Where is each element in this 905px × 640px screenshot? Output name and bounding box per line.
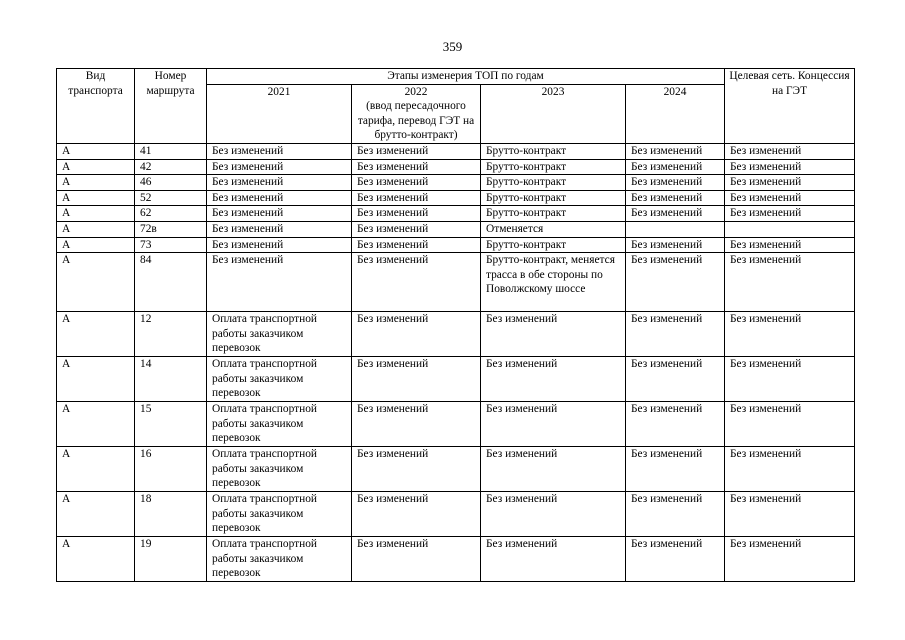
cell-2021: Без изменений: [207, 159, 352, 175]
cell-route-number: 72в: [135, 221, 207, 237]
cell-2023: Брутто-контракт: [481, 190, 626, 206]
cell-vehicle-type: А: [57, 206, 135, 222]
cell-2022: Без изменений: [352, 206, 481, 222]
cell-2021: Без изменений: [207, 143, 352, 159]
cell-vehicle-type: А: [57, 253, 135, 312]
header-stages: Этапы изменерия ТОП по годам: [207, 69, 725, 85]
cell-2024: Без изменений: [626, 190, 725, 206]
cell-2023: Брутто-контракт, меняется трасса в обе стороны по Поволжскому шоссе: [481, 253, 626, 312]
cell-route-number: 41: [135, 143, 207, 159]
cell-2024: Без изменений: [626, 253, 725, 312]
cell-vehicle-type: А: [57, 159, 135, 175]
page-number: 359: [442, 39, 463, 54]
cell-2021: Без изменений: [207, 190, 352, 206]
cell-2023: Отменяется: [481, 221, 626, 237]
cell-2022: Без изменений: [352, 402, 481, 447]
cell-2021: Без изменений: [207, 221, 352, 237]
cell-2021: Оплата транспортной работы заказчиком перевозок: [207, 312, 352, 357]
cell-2021: Без изменений: [207, 175, 352, 191]
cell-target: Без изменений: [725, 447, 855, 492]
cell-target: Без изменений: [725, 143, 855, 159]
header-year-2022: [352, 84, 481, 143]
cell-2022: Без изменений: [352, 159, 481, 175]
table-row: [57, 402, 855, 447]
cell-2024: Без изменений: [626, 175, 725, 191]
year-label: 2022: [404, 85, 428, 98]
cell-target: Без изменений: [725, 312, 855, 357]
table-row: [57, 159, 855, 175]
cell-route-number: 16: [135, 447, 207, 492]
cell-2024: Без изменений: [626, 206, 725, 222]
cell-2024: Без изменений: [626, 402, 725, 447]
cell-2024: Без изменений: [626, 237, 725, 253]
cell-target: Без изменений: [725, 253, 855, 312]
cell-2023: Без изменений: [481, 312, 626, 357]
cell-route-number: 18: [135, 492, 207, 537]
table-row: [57, 221, 855, 237]
cell-route-number: 42: [135, 159, 207, 175]
cell-2022: Без изменений: [352, 143, 481, 159]
table-row: [57, 492, 855, 537]
cell-vehicle-type: А: [57, 221, 135, 237]
cell-route-number: 15: [135, 402, 207, 447]
table-row: [57, 237, 855, 253]
cell-vehicle-type: А: [57, 175, 135, 191]
year-label: 2021: [267, 85, 291, 98]
cell-2023: Без изменений: [481, 402, 626, 447]
table-body: [57, 143, 855, 581]
cell-2021: Без изменений: [207, 237, 352, 253]
cell-vehicle-type: А: [57, 492, 135, 537]
cell-target: Без изменений: [725, 175, 855, 191]
cell-route-number: 84: [135, 253, 207, 312]
cell-2023: Брутто-контракт: [481, 206, 626, 222]
year-label: 2023: [541, 85, 565, 98]
cell-2022: Без изменений: [352, 190, 481, 206]
cell-2023: Брутто-контракт: [481, 237, 626, 253]
table-row: [57, 190, 855, 206]
cell-route-number: 52: [135, 190, 207, 206]
cell-2024: Без изменений: [626, 447, 725, 492]
cell-vehicle-type: А: [57, 402, 135, 447]
table-row: [57, 357, 855, 402]
cell-2022: Без изменений: [352, 312, 481, 357]
cell-route-number: 19: [135, 537, 207, 582]
header-route-number: Номер маршрута: [135, 69, 207, 144]
cell-vehicle-type: А: [57, 537, 135, 582]
cell-2024: Без изменений: [626, 312, 725, 357]
cell-2022: Без изменений: [352, 492, 481, 537]
cell-route-number: 46: [135, 175, 207, 191]
cell-target: Без изменений: [725, 357, 855, 402]
cell-2022: Без изменений: [352, 357, 481, 402]
cell-2024: [626, 221, 725, 237]
cell-target: Без изменений: [725, 159, 855, 175]
cell-route-number: 73: [135, 237, 207, 253]
cell-2021: Оплата транспортной работы заказчиком перевозок: [207, 447, 352, 492]
cell-2023: Без изменений: [481, 537, 626, 582]
cell-2022: Без изменений: [352, 537, 481, 582]
cell-vehicle-type: А: [57, 357, 135, 402]
cell-route-number: 12: [135, 312, 207, 357]
cell-2023: Без изменений: [481, 357, 626, 402]
table-row: [57, 143, 855, 159]
cell-2021: Оплата транспортной работы заказчиком перевозок: [207, 537, 352, 582]
year-label: 2024: [663, 85, 687, 98]
cell-target: Без изменений: [725, 537, 855, 582]
header-year-2024: [626, 84, 725, 143]
cell-vehicle-type: А: [57, 447, 135, 492]
cell-2023: Брутто-контракт: [481, 143, 626, 159]
year-note: (ввод пересадочного тарифа, перевод ГЭТ на брутто-контракт): [357, 100, 475, 142]
cell-2024: Без изменений: [626, 143, 725, 159]
cell-vehicle-type: А: [57, 237, 135, 253]
header-year-2021: [207, 84, 352, 143]
cell-2022: Без изменений: [352, 175, 481, 191]
cell-2022: Без изменений: [352, 237, 481, 253]
cell-2023: Без изменений: [481, 492, 626, 537]
header-year-2023: [481, 84, 626, 143]
cell-2024: Без изменений: [626, 159, 725, 175]
cell-2021: Без изменений: [207, 206, 352, 222]
table-row: [57, 312, 855, 357]
cell-2021: Оплата транспортной работы заказчиком перевозок: [207, 492, 352, 537]
table-row: [57, 537, 855, 582]
cell-target: Без изменений: [725, 237, 855, 253]
cell-vehicle-type: А: [57, 143, 135, 159]
table-row: [57, 447, 855, 492]
cell-2021: Без изменений: [207, 253, 352, 312]
cell-target: Без изменений: [725, 190, 855, 206]
table-row: [57, 206, 855, 222]
cell-route-number: 62: [135, 206, 207, 222]
cell-target: Без изменений: [725, 402, 855, 447]
cell-target: [725, 221, 855, 237]
table-row: [57, 253, 855, 312]
cell-2024: Без изменений: [626, 537, 725, 582]
cell-route-number: 14: [135, 357, 207, 402]
cell-vehicle-type: А: [57, 190, 135, 206]
cell-2023: Без изменений: [481, 447, 626, 492]
header-vehicle-type: Вид транспорта: [57, 69, 135, 144]
cell-target: Без изменений: [725, 206, 855, 222]
cell-2023: Брутто-контракт: [481, 159, 626, 175]
cell-target: Без изменений: [725, 492, 855, 537]
cell-2022: Без изменений: [352, 447, 481, 492]
cell-2024: Без изменений: [626, 357, 725, 402]
cell-vehicle-type: А: [57, 312, 135, 357]
cell-2024: Без изменений: [626, 492, 725, 537]
cell-2021: Оплата транспортной работы заказчиком перевозок: [207, 357, 352, 402]
cell-2022: Без изменений: [352, 253, 481, 312]
cell-2023: Брутто-контракт: [481, 175, 626, 191]
header-target-network: Целевая сеть. Концессия на ГЭТ: [725, 69, 855, 144]
table-header: [57, 69, 855, 144]
routes-table: [56, 68, 855, 582]
table-row: [57, 175, 855, 191]
cell-2022: Без изменений: [352, 221, 481, 237]
cell-2021: Оплата транспортной работы заказчиком перевозок: [207, 402, 352, 447]
